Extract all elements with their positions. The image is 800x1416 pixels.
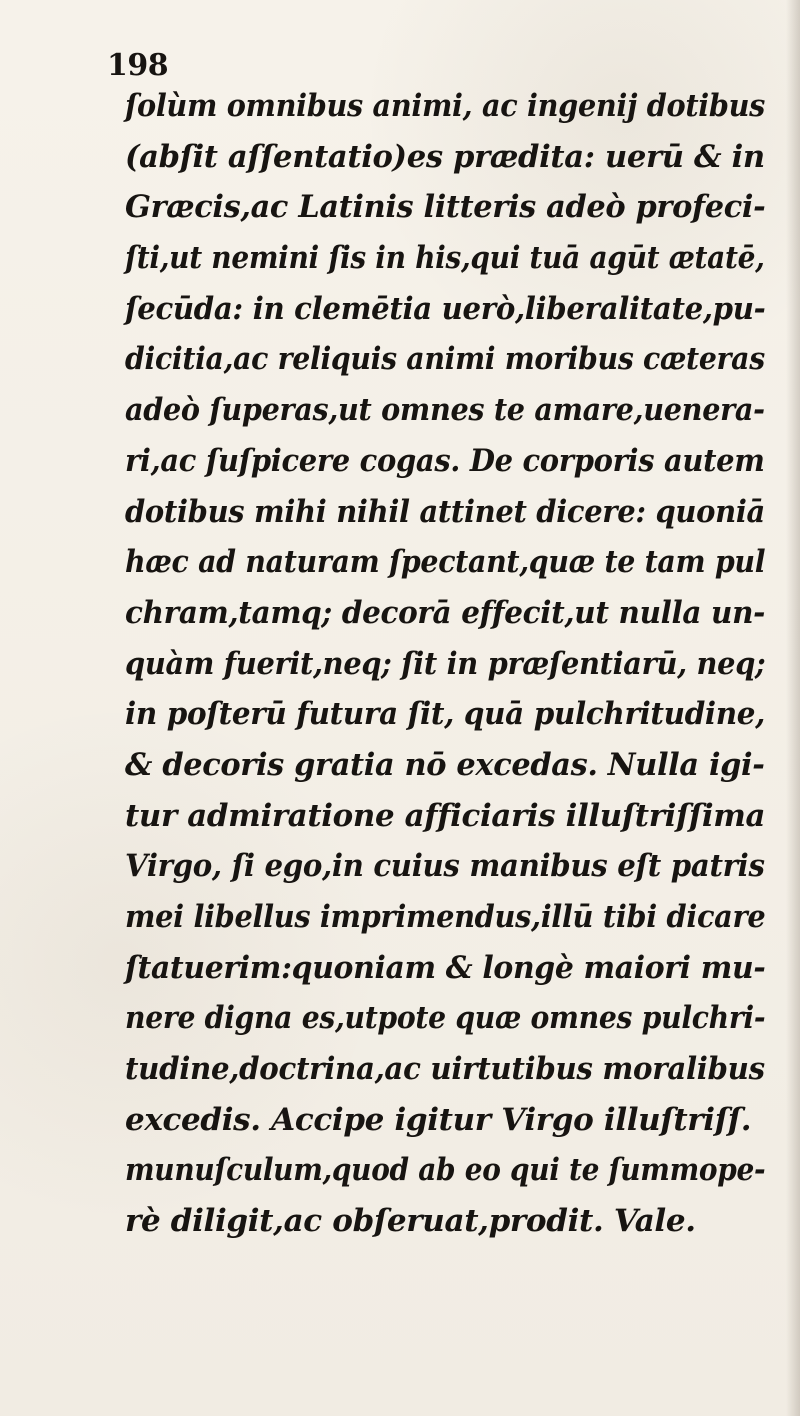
- text-line: chram,tamq; decorā effecit,ut nulla un-: [125, 594, 766, 631]
- text-line: hæc ad naturam ſpectant,quæ te tam pul: [125, 544, 766, 581]
- text-line: tur admiratione afficiaris illuſtriſſima: [125, 797, 766, 834]
- text-line: dicitia,ac reliquis animi moribus cæteras: [125, 341, 765, 378]
- text-line: rè diligit,ac obſeruat,prodit. Vale.: [125, 1203, 696, 1240]
- page-number: 198: [107, 48, 169, 83]
- text-line: (abſit aſſentatio)es prædita: uerū & in: [125, 138, 765, 175]
- text-line: Virgo, ſi ego,in cuius manibus eſt patris: [125, 848, 765, 885]
- text-line: & decoris gratia nō excedas. Nulla igi-: [125, 746, 765, 783]
- text-line: in poſterū futura ſit, quā pulchritudine,: [125, 696, 766, 733]
- text-line: ſolùm omnibus animi, ac ingenij dotibus: [125, 88, 765, 124]
- text-line: ſti,ut nemini ſis in his,qui tuā agūt ætatē,: [125, 240, 765, 277]
- text-line: tudine,doctrina,ac uirtutibus moralibus: [125, 1051, 765, 1088]
- text-line: mei libellus imprimendus,illū tibi dicare: [125, 899, 766, 935]
- text-line: Græcis,ac Latinis litteris adeò profeci-: [125, 189, 766, 226]
- text-line: ri,ac ſuſpicere cogas. De corporis autem: [125, 442, 765, 479]
- letter-text-block: [125, 81, 765, 1247]
- text-line: excedis. Accipe igitur Virgo illuſtriſſ.: [125, 1101, 752, 1138]
- page-edge: [786, 0, 800, 1416]
- text-line: dotibus mihi nihil attinet dicere: quoniā: [125, 493, 765, 530]
- text-line: ſtatuerim:quoniam & longè maiori mu-: [125, 949, 766, 986]
- text-line: munuſculum,quod ab eo qui te ſummope-: [125, 1152, 766, 1189]
- text-line: adeò ſuperas,ut omnes te amare,uenera-: [125, 392, 765, 429]
- text-line: ſecūda: in clemētia uerò,liberalitate,pu-: [125, 290, 766, 327]
- text-line: nere digna es,utpote quæ omnes pulchri-: [125, 1000, 766, 1037]
- text-line: quàm fuerit,neq; ſit in præſentiarū, neq;: [125, 645, 766, 682]
